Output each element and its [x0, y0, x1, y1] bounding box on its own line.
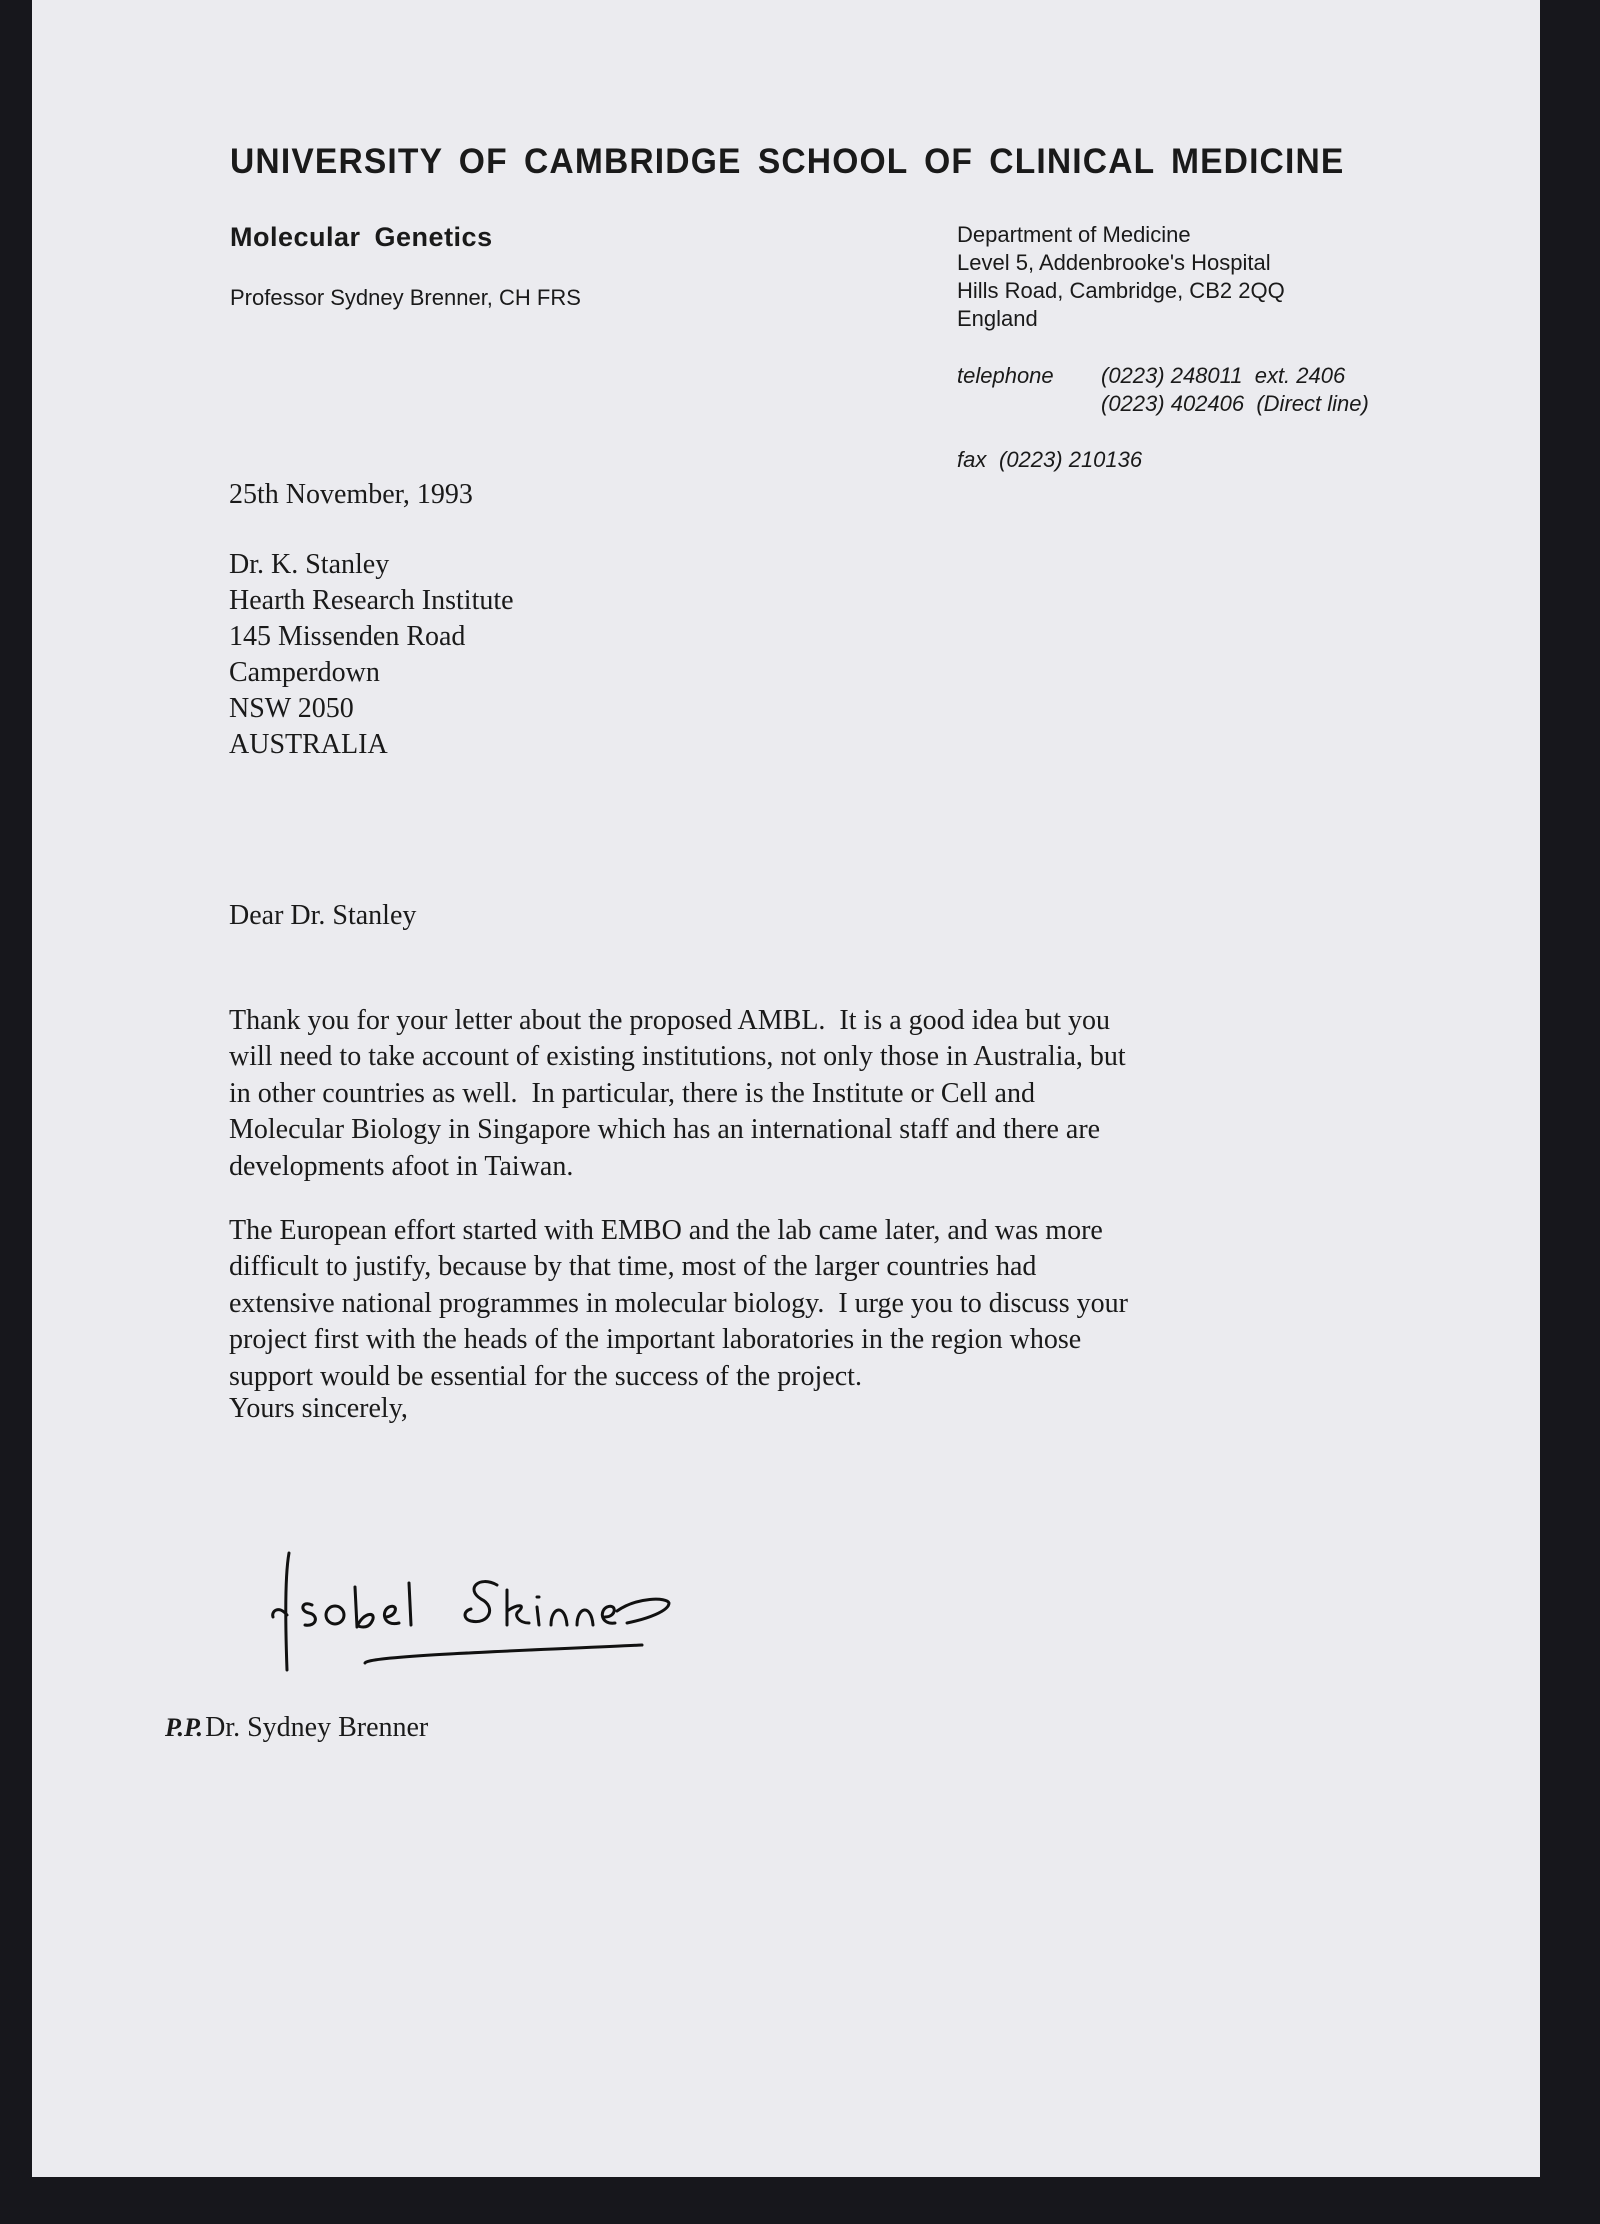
recipient-line: NSW 2050 — [229, 693, 354, 724]
paragraph-line: extensive national programmes in molecular biology. I urge you to discuss your — [229, 1287, 1128, 1319]
recipient-line: 145 Missenden Road — [229, 621, 466, 652]
pp-handwritten-mark: P.P. — [165, 1713, 204, 1742]
telephone-label: telephone — [957, 363, 1054, 388]
letter-page — [32, 0, 1540, 2177]
telephone-number: (0223) 402406 (Direct line) — [1101, 391, 1369, 416]
paragraph-line: difficult to justify, because by that time, most of the larger countries had — [229, 1251, 1037, 1282]
paragraph-line: Molecular Biology in Singapore which has an international staff and there are — [229, 1114, 1101, 1145]
address-line: Hills Road, Cambridge, CB2 2QQ — [957, 278, 1285, 303]
signatory-name: Dr. Sydney Brenner — [205, 1712, 429, 1743]
closing: Yours sincerely, — [229, 1393, 408, 1424]
paragraph-1 — [229, 966, 1126, 1185]
paragraph-line: support would be essential for the success of the project. — [229, 1360, 862, 1392]
paragraph-line: Thank you for your letter about the proposed AMBL. It is a good idea but you — [229, 1004, 1111, 1036]
recipient-line: AUSTRALIA — [229, 729, 388, 760]
recipient-line: Camperdown — [229, 657, 380, 688]
address-line: Department of Medicine — [957, 222, 1191, 247]
address-line: England — [957, 306, 1038, 331]
paragraph-line: project first with the heads of the important laboratories in the region whose — [229, 1324, 1082, 1355]
paragraph-line: in other countries as well. In particular, there is the Institute or Cell and — [229, 1077, 1035, 1109]
salutation: Dear Dr. Stanley — [229, 900, 417, 931]
institution-heading: UNIVERSITY OF CAMBRIDGE SCHOOL OF CLINICAL MEDICINE — [230, 142, 1345, 181]
paragraph-2 — [229, 1176, 1128, 1395]
signatory-line — [165, 1712, 428, 1744]
paragraph-line: will need to take account of existing institutions, not only those in Australia, but — [229, 1041, 1126, 1072]
head-of-unit: Professor Sydney Brenner, CH FRS — [230, 285, 581, 310]
address-line: Level 5, Addenbrooke's Hospital — [957, 250, 1271, 275]
paragraph-line: The European effort started with EMBO and the lab came later, and was more — [229, 1214, 1103, 1246]
telephone-number: (0223) 248011 ext. 2406 — [1101, 363, 1346, 388]
fax-label: fax — [957, 447, 987, 472]
unit-name: Molecular Genetics — [230, 222, 493, 252]
recipient-line: Hearth Research Institute — [229, 585, 514, 616]
letter-date: 25th November, 1993 — [229, 479, 473, 510]
handwritten-signature — [267, 1545, 707, 1675]
recipient-line: Dr. K. Stanley — [229, 549, 390, 580]
paragraph-line: developments afoot in Taiwan. — [229, 1150, 574, 1182]
fax-number: (0223) 210136 — [999, 447, 1143, 472]
